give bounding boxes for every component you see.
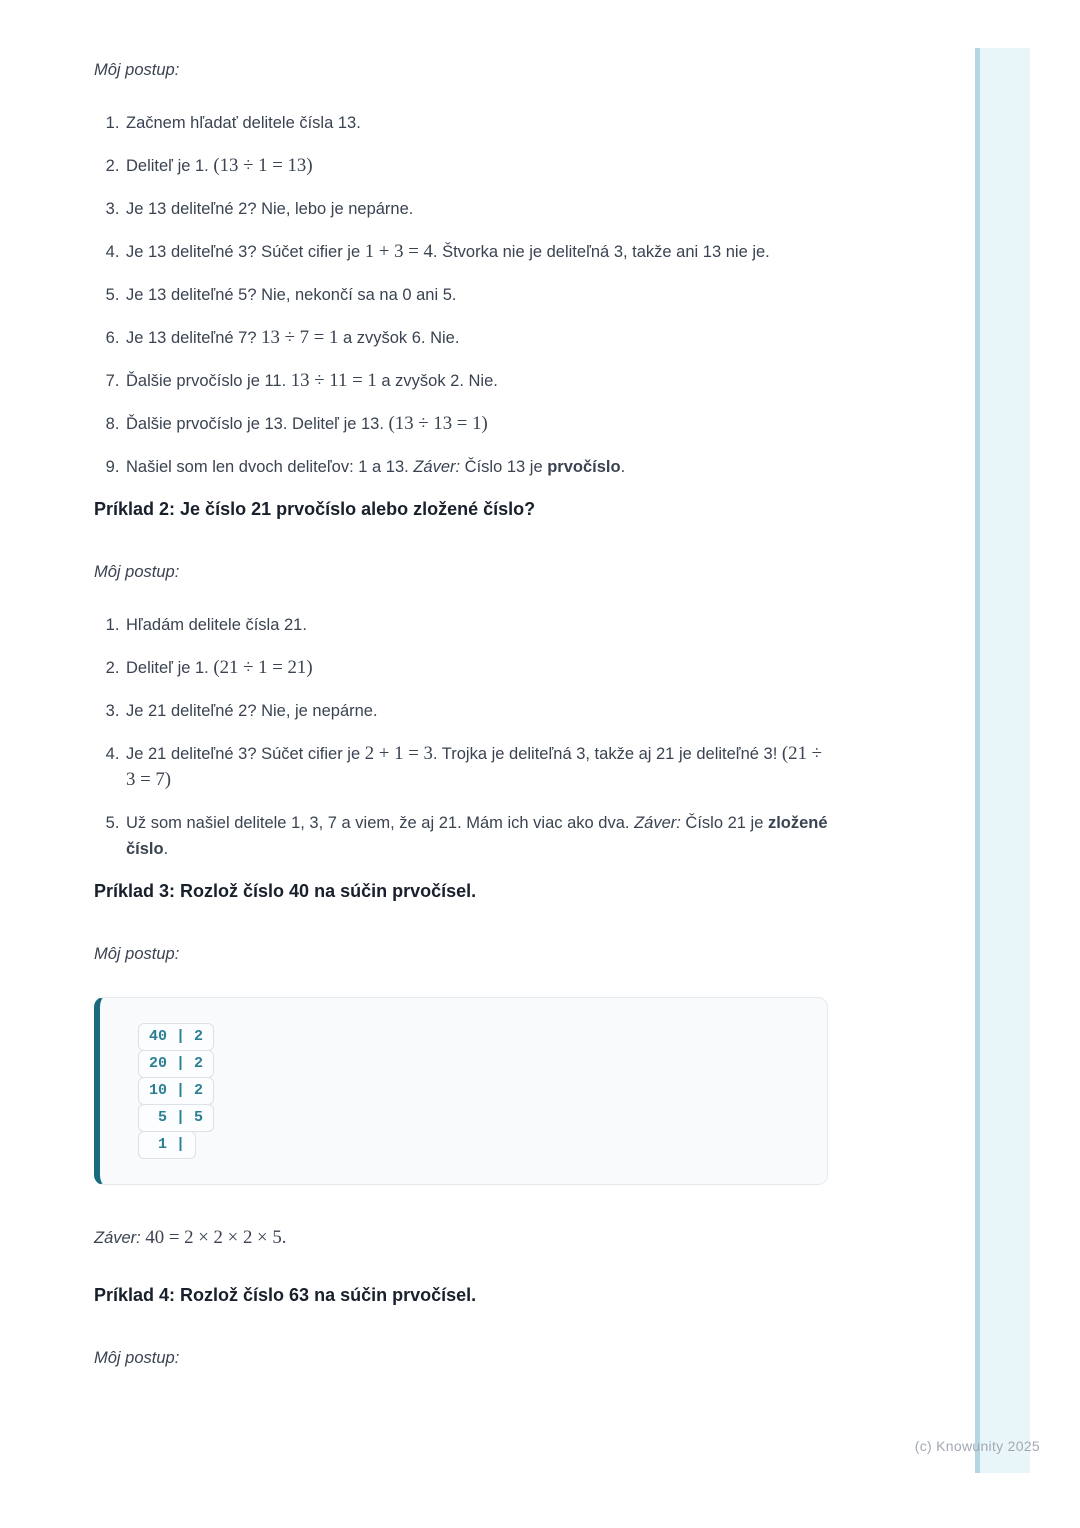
example1-step-6: 6. Je 13 deliteľné 7? 13 ÷ 7 = 1 a zvyšok 6. Nie. (124, 325, 828, 351)
factorization-row: 40 | 2 (138, 1023, 214, 1051)
example2-step-4: 4. Je 21 deliteľné 3? Súčet cifier je 2 + 1 = 3. Trojka je deliteľná 3, takže aj 21 je deliteľné 3! (21 ÷ 3 = 7) (124, 741, 828, 793)
example1-step-5: 5. Je 13 deliteľné 5? Nie, nekončí sa na 0 ani 5. (124, 282, 828, 308)
factorization-row: 1 | (138, 1131, 196, 1159)
postup-label-example3: Môj postup: (94, 945, 180, 963)
example1-step-3: 3. Je 13 deliteľné 2? Nie, lebo je nepárne. (124, 196, 828, 222)
postup-label-example2: Môj postup: (94, 563, 180, 581)
copyright-notice: (c) Knowunity 2025 (914, 1438, 1040, 1454)
example1-step-9: 9. Našiel som len dvoch deliteľov: 1 a 13. Záver: Číslo 13 je prvočíslo. (124, 454, 828, 480)
example1-steps-list (94, 110, 828, 480)
factorization-row: 10 | 2 (138, 1077, 214, 1105)
postup-label-example4: Môj postup: (94, 1349, 180, 1367)
example3-conclusion: Záver: 40 = 2 × 2 × 2 × 5. (94, 1227, 287, 1248)
example2-steps-list (94, 612, 828, 862)
example2-heading: Príklad 2: Je číslo 21 prvočíslo alebo zložené číslo? (94, 499, 536, 519)
example4-heading: Príklad 4: Rozlož číslo 63 na súčin prvočísel. (94, 1285, 477, 1305)
factorization-row: 20 | 2 (138, 1050, 214, 1078)
example2-step-5: 5. Už som našiel delitele 1, 3, 7 a viem, že aj 21. Mám ich viac ako dva. Záver: Číslo 21 je zložené číslo. (124, 810, 828, 862)
example1-step-2: 2. Deliteľ je 1. (13 ÷ 1 = 13) (124, 153, 828, 179)
postup-label-example1: Môj postup: (94, 61, 180, 79)
example1-step-4: 4. Je 13 deliteľné 3? Súčet cifier je 1 + 3 = 4. Štvorka nie je deliteľná 3, takže ani 13 nie je. (124, 239, 828, 265)
document-content (94, 57, 828, 1398)
example2-step-1: 1. Hľadám delitele čísla 21. (124, 612, 828, 638)
example1-step-8: 8. Ďalšie prvočíslo je 13. Deliteľ je 13. (13 ÷ 13 = 1) (124, 411, 828, 437)
prime-factorization-block (94, 997, 828, 1185)
example1-step-1: 1. Začnem hľadať delitele čísla 13. (124, 110, 828, 136)
factorization-row: 5 | 5 (138, 1104, 214, 1132)
example1-step-7: 7. Ďalšie prvočíslo je 11. 13 ÷ 11 = 1 a zvyšok 2. Nie. (124, 368, 828, 394)
right-margin-highlight-bar (975, 48, 1030, 1473)
example2-step-2: 2. Deliteľ je 1. (21 ÷ 1 = 21) (124, 655, 828, 681)
example3-heading: Príklad 3: Rozlož číslo 40 na súčin prvočísel. (94, 881, 477, 901)
example2-step-3: 3. Je 21 deliteľné 2? Nie, je nepárne. (124, 698, 828, 724)
